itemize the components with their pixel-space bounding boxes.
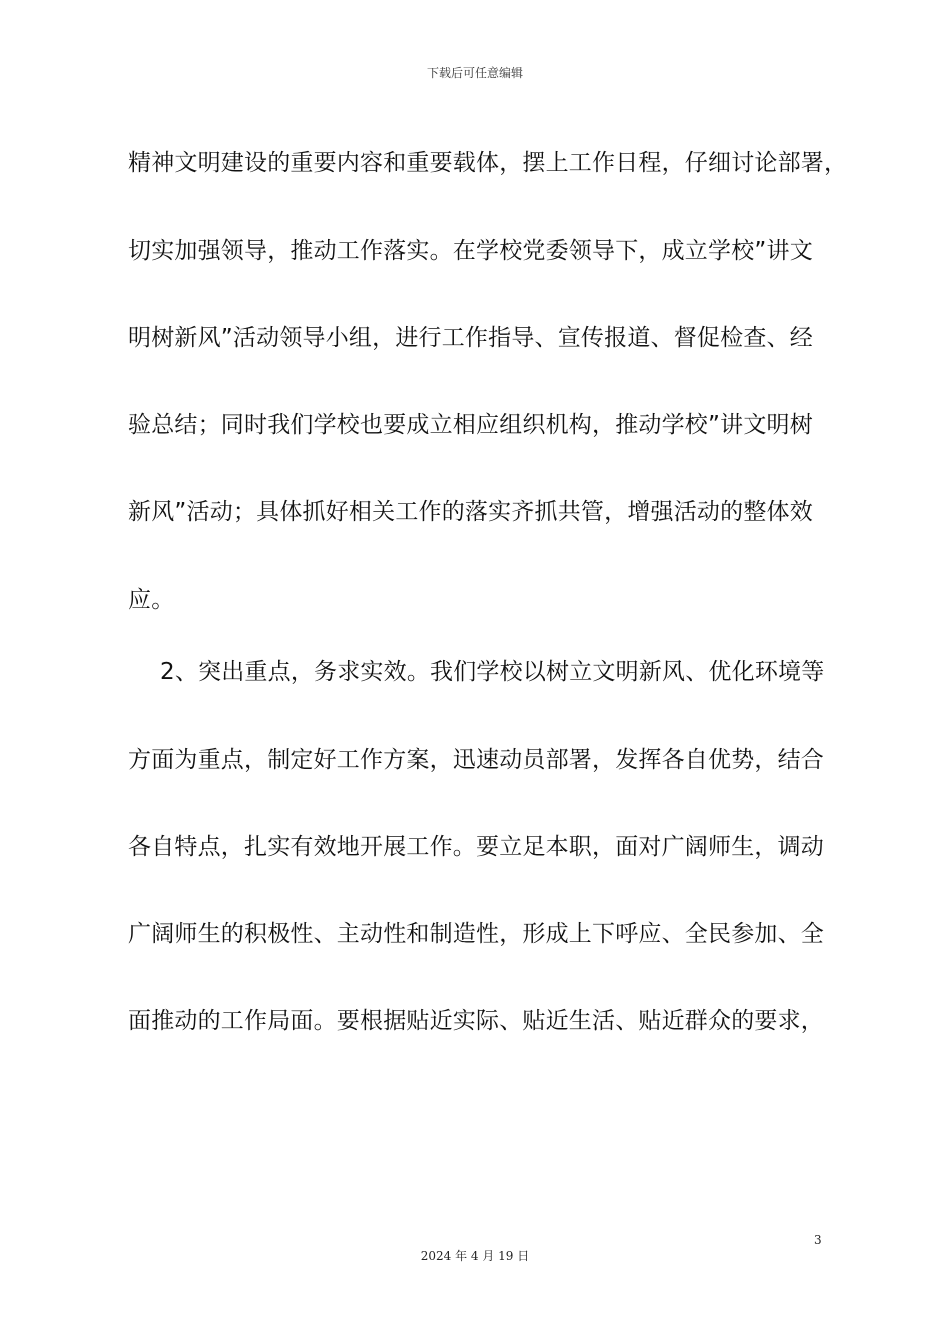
body-line: 切实加强领导，推动工作落实。在学校党委领导下，成立学校”讲文 xyxy=(128,238,813,264)
body-line: 明树新风”活动领导小组，进行工作指导、宣传报道、督促检查、经 xyxy=(128,325,813,351)
footer-date: 2024 年 4 月 19 日 xyxy=(420,1249,530,1263)
body-line: 验总结；同时我们学校也要成立相应组织机构，推动学校”讲文明树 xyxy=(128,412,813,438)
body-line: 面推动的工作局面。要根据贴近实际、贴近生活、贴近群众的要求， xyxy=(128,1008,824,1034)
page-header-note: 下载后可任意编辑 xyxy=(426,66,523,80)
body-line: 方面为重点，制定好工作方案，迅速动员部署，发挥各自优势，结合 xyxy=(128,747,824,773)
body-line: 应。 xyxy=(128,587,175,613)
paragraph-first-line: 2、突出重点，务求实效。我们学校以树立文明新风、优化环境等 xyxy=(160,659,825,685)
body-line: 精神文明建设的重要内容和重要载体，摆上工作日程，仔细讨论部署， xyxy=(128,150,848,176)
page-number: 3 xyxy=(814,1233,822,1247)
body-line: 各自特点，扎实有效地开展工作。要立足本职，面对广阔师生，调动 xyxy=(128,834,824,860)
body-line: 广阔师生的积极性、主动性和制造性，形成上下呼应、全民参加、全 xyxy=(128,921,824,947)
body-line: 新风”活动；具体抓好相关工作的落实齐抓共管，增强活动的整体效 xyxy=(128,499,813,525)
